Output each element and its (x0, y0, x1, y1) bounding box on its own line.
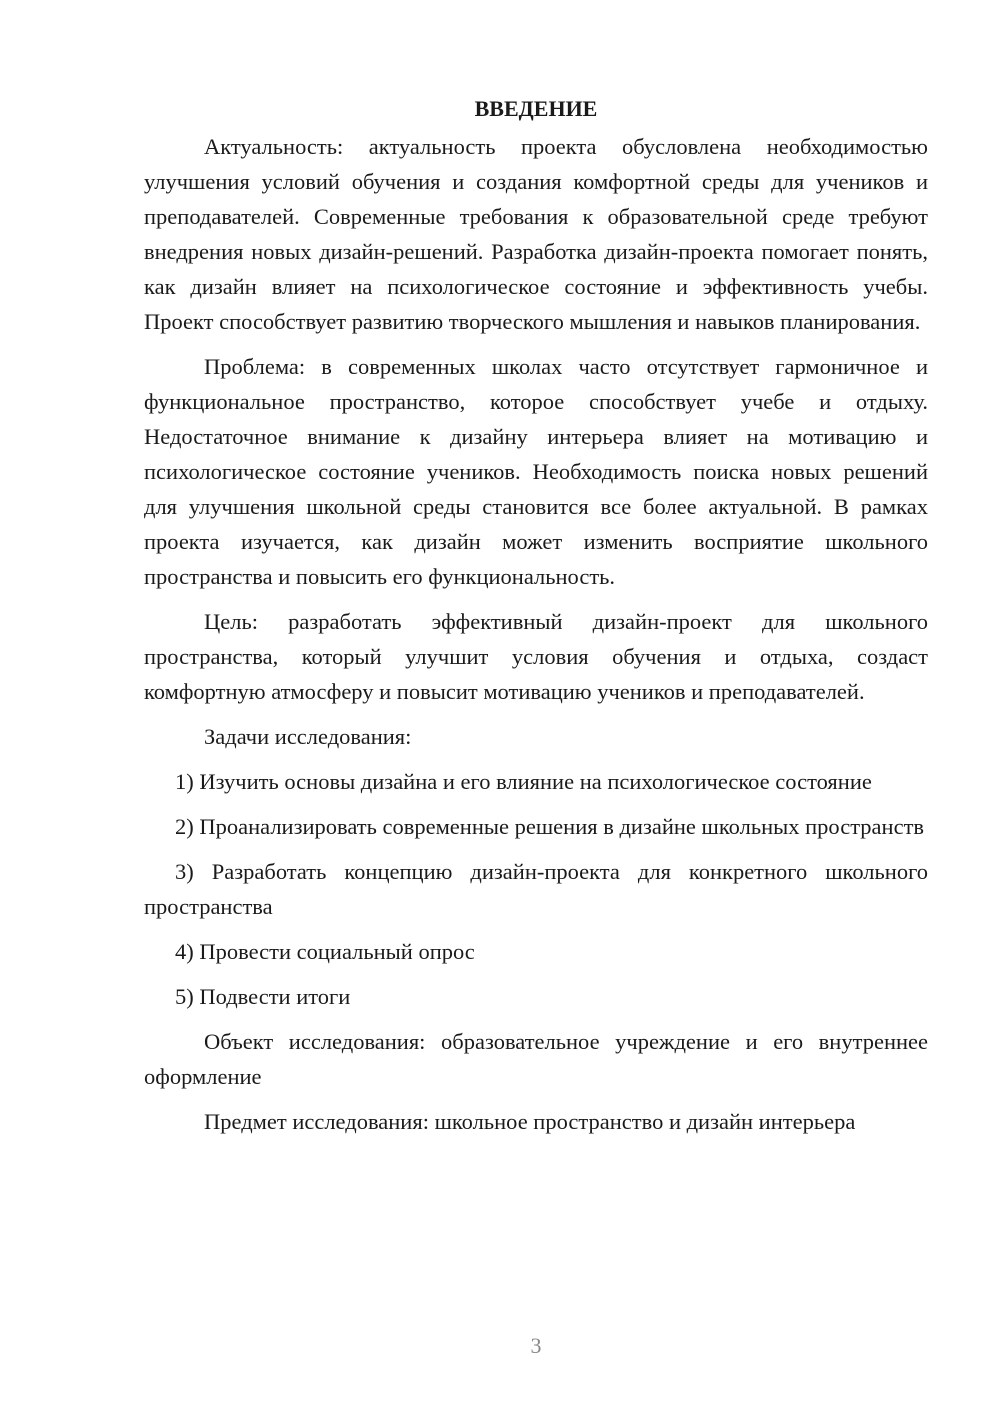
task-list (144, 764, 928, 1014)
page-title: ВВЕДЕНИЕ (474, 96, 598, 121)
document-page (144, 94, 928, 1149)
paragraph-object: Объект исследования: образовательное учреждение и его внутреннее оформление (144, 1029, 928, 1089)
paragraph-subject: Предмет исследования: школьное пространство и дизайн интерьера (204, 1109, 856, 1134)
task-item: 3) Разработать концепцию дизайн-проекта для конкретного школьного пространства (144, 859, 928, 919)
paragraph-relevance: Актуальность: актуальность проекта обусловлена необходимостью улучшения условий обучения и создания комфортной среды для учеников и преподавателей. Современные требования к образовательной среде требуют внедрения новых дизайн-решений. Разработка дизайн-проекта помогает понять, как дизайн влияет на психологическое состояние и эффективность учебы. Проект способствует развитию творческого мышления и навыков планирования. (144, 134, 928, 334)
task-item: 2) Проанализировать современные решения в дизайне школьных пространств (175, 814, 925, 839)
paragraph-tasks-title: Задачи исследования: (204, 724, 412, 749)
page-number: 3 (530, 1333, 542, 1358)
task-item: 1) Изучить основы дизайна и его влияние на психологическое состояние (175, 769, 872, 794)
task-item: 4) Провести социальный опрос (175, 939, 475, 964)
paragraph-goal: Цель: разработать эффективный дизайн-проект для школьного пространства, который улучшит условия обучения и отдыха, создаст комфортную атмосферу и повысит мотивацию учеников и преподавателей. (144, 609, 928, 704)
paragraph-problem: Проблема: в современных школах часто отсутствует гармоничное и функциональное пространство, которое способствует учебе и отдыху. Недостаточное внимание к дизайну интерьера влияет на мотивацию и психологическое состояние учеников. Необходимость поиска новых решений для улучшения школьной среды становится все более актуальной. В рамках проекта изучается, как дизайн может изменить восприятие школьного пространства и повысить его функциональность. (144, 354, 928, 589)
task-item: 5) Подвести итоги (175, 984, 351, 1009)
